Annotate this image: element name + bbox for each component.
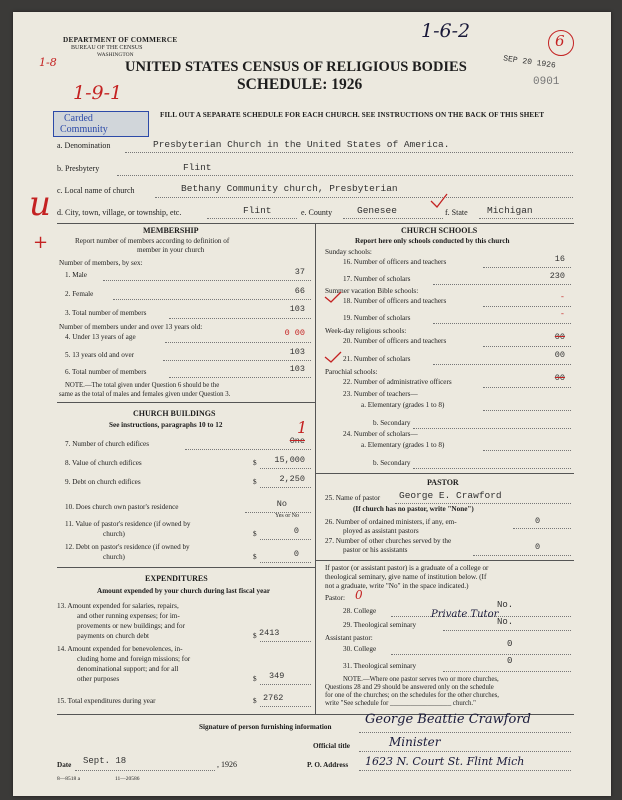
q14-line-2: cluding home and foreign missions; for — [77, 655, 191, 663]
q22-value: 00 — [554, 373, 565, 383]
received-date-stamp: SEP 20 1926 — [502, 54, 557, 71]
q13-line-1: 13. Amount expended for salaries, repairs, — [57, 602, 179, 610]
expenditures-heading: EXPENDITURES — [145, 574, 208, 583]
official-title-label: Official title — [313, 742, 350, 750]
q20-label: 20. Number of officers and teachers — [343, 337, 447, 345]
presbytery-label: b. Presbytery — [57, 164, 100, 173]
state-label: f. State — [445, 208, 468, 217]
pastor-note-1: NOTE.—Where one pastor serves two or more churches, — [343, 676, 499, 683]
red-zero-mark: 0 — [355, 588, 363, 602]
q12-label-2: church) — [103, 553, 125, 561]
q17-value: 230 — [549, 271, 565, 281]
q7-value: One — [289, 436, 305, 446]
q24a-label: a. Elementary (grades 1 to 8) — [361, 441, 445, 449]
denomination-value: Presbyterian Church in the United States of America. — [153, 139, 450, 150]
q27-answer-line — [473, 555, 571, 556]
membership-note-2: same as the total of males and females given under Question 3. — [59, 391, 231, 398]
q11-value: 0 — [293, 526, 299, 536]
city-label: WASHINGTON — [97, 52, 134, 58]
q28-label: 28. College — [343, 607, 377, 615]
form-number: 8—8518 a — [57, 776, 81, 782]
red-check-icon-1 — [323, 290, 343, 304]
q23-label: 23. Number of teachers— — [343, 390, 418, 398]
q26-value: 0 — [535, 516, 541, 526]
q14-value: 349 — [269, 671, 285, 681]
private-tutor-note: Private Tutor — [431, 609, 499, 620]
q29-label: 29. Theological seminary — [343, 621, 417, 629]
q17-label: 17. Number of scholars — [343, 275, 411, 283]
left-handwritten-date: 1-9-1 — [73, 82, 123, 104]
q30-line — [391, 654, 571, 655]
q22-line — [483, 387, 571, 388]
po-address-label: P. O. Address — [307, 761, 349, 769]
city-value: Flint — [243, 205, 272, 216]
buildings-subheading: See instructions, paragraphs 10 to 12 — [109, 421, 223, 429]
q4-label: 4. Under 13 years of age — [65, 333, 136, 341]
church-name-line — [155, 197, 573, 198]
sunday-label: Sunday schools: — [325, 248, 372, 256]
by-sex-label: Number of members, by sex: — [59, 259, 143, 267]
red-plus-mark: + — [33, 232, 49, 253]
expenditures-subheading: Amount expended by your church during last fiscal year — [97, 587, 271, 595]
denomination-line — [125, 152, 573, 153]
q5-value: 103 — [289, 347, 305, 357]
q11-dollar: $ — [253, 530, 257, 538]
q14-answer-line — [260, 684, 311, 685]
official-title-value: Minister — [389, 735, 441, 749]
q1-label: 1. Male — [65, 271, 87, 279]
q7-line — [185, 449, 311, 450]
q6-line — [169, 377, 311, 378]
q21-label: 21. Number of scholars — [343, 355, 411, 363]
signature-label: Signature of person furnishing information — [199, 723, 332, 731]
q15-dollar: $ — [253, 697, 257, 705]
state-value: Michigan — [487, 205, 533, 216]
q22-label: 22. Number of administrative officers — [343, 378, 452, 386]
schools-subheading: Report here only schools conducted by this church — [355, 237, 510, 245]
po-address-line — [359, 770, 571, 771]
q6-value: 103 — [289, 364, 305, 374]
q14-line-4: other purposes — [77, 675, 120, 683]
q31-line — [443, 671, 571, 672]
q4-line — [165, 342, 311, 343]
q15-value: 2762 — [263, 693, 284, 703]
q23a-line — [483, 410, 571, 411]
left-red-mark: 1-8 — [39, 56, 57, 69]
q12-label-1: 12. Debt on pastor's residence (if owned by — [65, 543, 190, 551]
denomination-label: a. Denomination — [57, 141, 111, 150]
q10-label: 10. Does church own pastor's residence — [65, 503, 179, 511]
q26-line-1: 26. Number of ordained ministers, if any, em- — [325, 518, 457, 526]
q20-value: 00 — [554, 332, 565, 342]
q3-value: 103 — [289, 304, 305, 314]
church-name-label: c. Local name of church — [57, 186, 135, 195]
age-head-label: Number of members under and over 13 years old: — [59, 323, 203, 331]
q12-value: 0 — [293, 549, 299, 559]
q20-line — [483, 346, 571, 347]
q9-value: 2,250 — [279, 474, 305, 484]
q31-label: 31. Theological seminary — [343, 662, 417, 670]
date-year: , 1926 — [217, 760, 237, 769]
state-line — [479, 218, 573, 219]
q27-line-2: pastor or his assistants — [343, 546, 408, 554]
red-check-icon-2 — [323, 350, 343, 364]
pastor-heading: PASTOR — [427, 478, 459, 487]
q5-line — [163, 360, 311, 361]
q12-dollar: $ — [253, 553, 257, 561]
q16-line — [483, 267, 571, 268]
q14-dollar: $ — [253, 675, 257, 683]
q30-value: 0 — [507, 639, 513, 649]
q26-answer-line — [513, 528, 571, 529]
file-number-stamp: 0901 — [533, 76, 560, 88]
q18-value: - — [559, 292, 565, 302]
q13-answer-line — [260, 641, 311, 642]
q4-value: 0 00 — [284, 328, 305, 338]
q19-line — [433, 323, 571, 324]
schools-heading: CHURCH SCHOOLS — [401, 226, 478, 235]
form-subtitle: SCHEDULE: 1926 — [237, 76, 363, 93]
q9-line — [260, 487, 311, 488]
q10-value: No — [276, 499, 287, 509]
q8-dollar: $ — [253, 459, 257, 467]
carded-text: Carded — [64, 113, 93, 124]
bureau-label: BUREAU OF THE CENSUS — [71, 45, 143, 51]
q17-line — [433, 284, 571, 285]
q23a-label: a. Elementary (grades 1 to 8) — [361, 401, 445, 409]
q13-dollar: $ — [253, 632, 257, 640]
q11-label-1: 11. Value of pastor's residence (if owned by — [65, 520, 191, 528]
q30-label: 30. College — [343, 645, 377, 653]
assistant-subhead: Assistant pastor: — [325, 634, 373, 642]
form-instruction: FILL OUT A SEPARATE SCHEDULE FOR EACH CHURCH. SEE INSTRUCTIONS ON THE BACK OF THIS SHEET — [160, 111, 545, 119]
county-label: e. County — [301, 208, 333, 217]
membership-intro-1: Report number of members according to definition of — [75, 237, 230, 245]
pastor-mid-line — [315, 560, 574, 561]
city-label-field: d. City, town, village, or township, etc. — [57, 208, 182, 217]
form-title: UNITED STATES CENSUS OF RELIGIOUS BODIES — [125, 59, 467, 75]
q2-label: 2. Female — [65, 290, 94, 298]
q19-label: 19. Number of scholars — [343, 314, 411, 322]
signature-value: George Beattie Crawford — [365, 712, 531, 727]
q31-value: 0 — [507, 656, 513, 666]
q16-label: 16. Number of officers and teachers — [343, 258, 447, 266]
q23b-label: b. Secondary — [373, 419, 411, 427]
q8-value: 15,000 — [274, 455, 305, 465]
print-number: 11—20586 — [115, 776, 140, 782]
q3-label: 3. Total number of members — [65, 309, 147, 317]
q25-label: 25. Name of pastor — [325, 494, 381, 502]
po-address-value: 1623 N. Court St. Flint Mich — [365, 755, 525, 768]
q13-line-3: provements or new buildings; and for — [77, 622, 185, 630]
q24a-line — [483, 450, 571, 451]
grad-note-3: not a graduate, write "No" in the space indicated.) — [325, 582, 469, 590]
q19-value: - — [559, 309, 565, 319]
county-line — [343, 218, 443, 219]
buildings-bottom-line — [57, 567, 315, 568]
q21-line — [433, 364, 571, 365]
q2-value: 66 — [294, 286, 305, 296]
membership-note-1: NOTE.—The total given under Question 6 should be the — [65, 382, 220, 389]
q1-value: 37 — [294, 267, 305, 277]
census-schedule-sheet — [13, 12, 611, 796]
red-u-mark: u — [29, 184, 51, 224]
q25-line — [395, 503, 571, 504]
q13-value: 2413 — [259, 628, 280, 638]
membership-intro-2: member in your church — [137, 246, 205, 254]
schools-bottom-line — [315, 473, 574, 474]
membership-bottom-line — [57, 402, 315, 403]
red-one-mark: 1 — [297, 418, 308, 437]
q15-label: 15. Total expenditures during year — [57, 697, 156, 705]
q26-line-2: ployed as assistant pastors — [343, 527, 419, 535]
column-divider — [315, 223, 316, 714]
signature-line — [359, 732, 571, 733]
q10-hint: Yes or No — [275, 513, 300, 519]
date-value: Sept. 18 — [83, 756, 127, 766]
date-line — [75, 770, 215, 771]
summer-label: Summer vacation Bible schools: — [325, 287, 419, 295]
q29-value: No. — [497, 617, 514, 627]
pastor-note-2: Questions 28 and 29 should be answered only on the schedule — [325, 684, 494, 691]
dept-label: DEPARTMENT OF COMMERCE — [63, 36, 178, 44]
q27-value: 0 — [535, 542, 541, 552]
church-name-value: Bethany Community church, Presbyterian — [181, 183, 398, 194]
grad-note-1: If pastor (or assistant pastor) is a graduate of a college or — [325, 564, 489, 572]
q25-value: George E. Crawford — [399, 490, 502, 501]
grad-note-2: theological seminary, give name of institution below. (If — [325, 573, 487, 581]
q18-line — [483, 306, 571, 307]
q5-label: 5. 13 years old and over — [65, 351, 135, 359]
q24b-label: b. Secondary — [373, 459, 411, 467]
q11-label-2: church) — [103, 530, 125, 538]
q29-line — [443, 630, 571, 631]
q1-line — [103, 280, 311, 281]
pastor-note-3: for one of the churches; on the schedules for the other churches, — [325, 692, 500, 699]
q25-note: (If church has no pastor, write "None") — [353, 505, 474, 513]
q24b-line — [413, 468, 571, 469]
date-label: Date — [57, 761, 72, 769]
presbytery-value: Flint — [183, 162, 212, 173]
presbytery-line — [117, 175, 573, 176]
q24-label: 24. Number of scholars— — [343, 430, 418, 438]
community-text: Community — [60, 124, 108, 135]
q11-line — [260, 539, 311, 540]
carded-stamp — [53, 111, 149, 137]
q14-line-3: denominational support; and for all — [77, 665, 179, 673]
q9-dollar: $ — [253, 478, 257, 486]
q23b-line — [413, 428, 571, 429]
pastor-subhead: Pastor: — [325, 594, 345, 602]
weekday-label: Week-day religious schools: — [325, 327, 407, 335]
q18-label: 18. Number of officers and teachers — [343, 297, 447, 305]
q6-label: 6. Total number of members — [65, 368, 147, 376]
red-check-icon-3 — [429, 192, 449, 210]
q13-line-2: and other running expenses; for im- — [77, 612, 180, 620]
q3-line — [169, 318, 311, 319]
q28-value: No. — [497, 600, 514, 610]
buildings-heading: CHURCH BUILDINGS — [133, 409, 216, 418]
q9-label: 9. Debt on church edifices — [65, 478, 141, 486]
q27-line-1: 27. Number of other churches served by the — [325, 537, 452, 545]
q7-label: 7. Number of church edifices — [65, 440, 150, 448]
parochial-label: Parochial schools: — [325, 368, 378, 376]
q15-answer-line — [260, 706, 311, 707]
q12-line — [260, 562, 311, 563]
membership-heading: MEMBERSHIP — [143, 226, 199, 235]
q13-line-4: payments on church debt — [77, 632, 150, 640]
official-title-line — [359, 751, 571, 752]
q21-value: 00 — [554, 350, 565, 360]
q8-label: 8. Value of church edifices — [65, 459, 142, 467]
top-handwritten-date: 1-6-2 — [421, 20, 471, 42]
city-line — [207, 218, 297, 219]
q14-line-1: 14. Amount expended for benevolences, in- — [57, 645, 183, 653]
county-value: Genesee — [357, 205, 397, 216]
q8-line — [260, 468, 311, 469]
pastor-note-4: write "See schedule for __________________ church." — [325, 700, 476, 707]
circled-number: 6 — [555, 32, 565, 50]
q2-line — [113, 299, 311, 300]
q16-value: 16 — [554, 254, 565, 264]
